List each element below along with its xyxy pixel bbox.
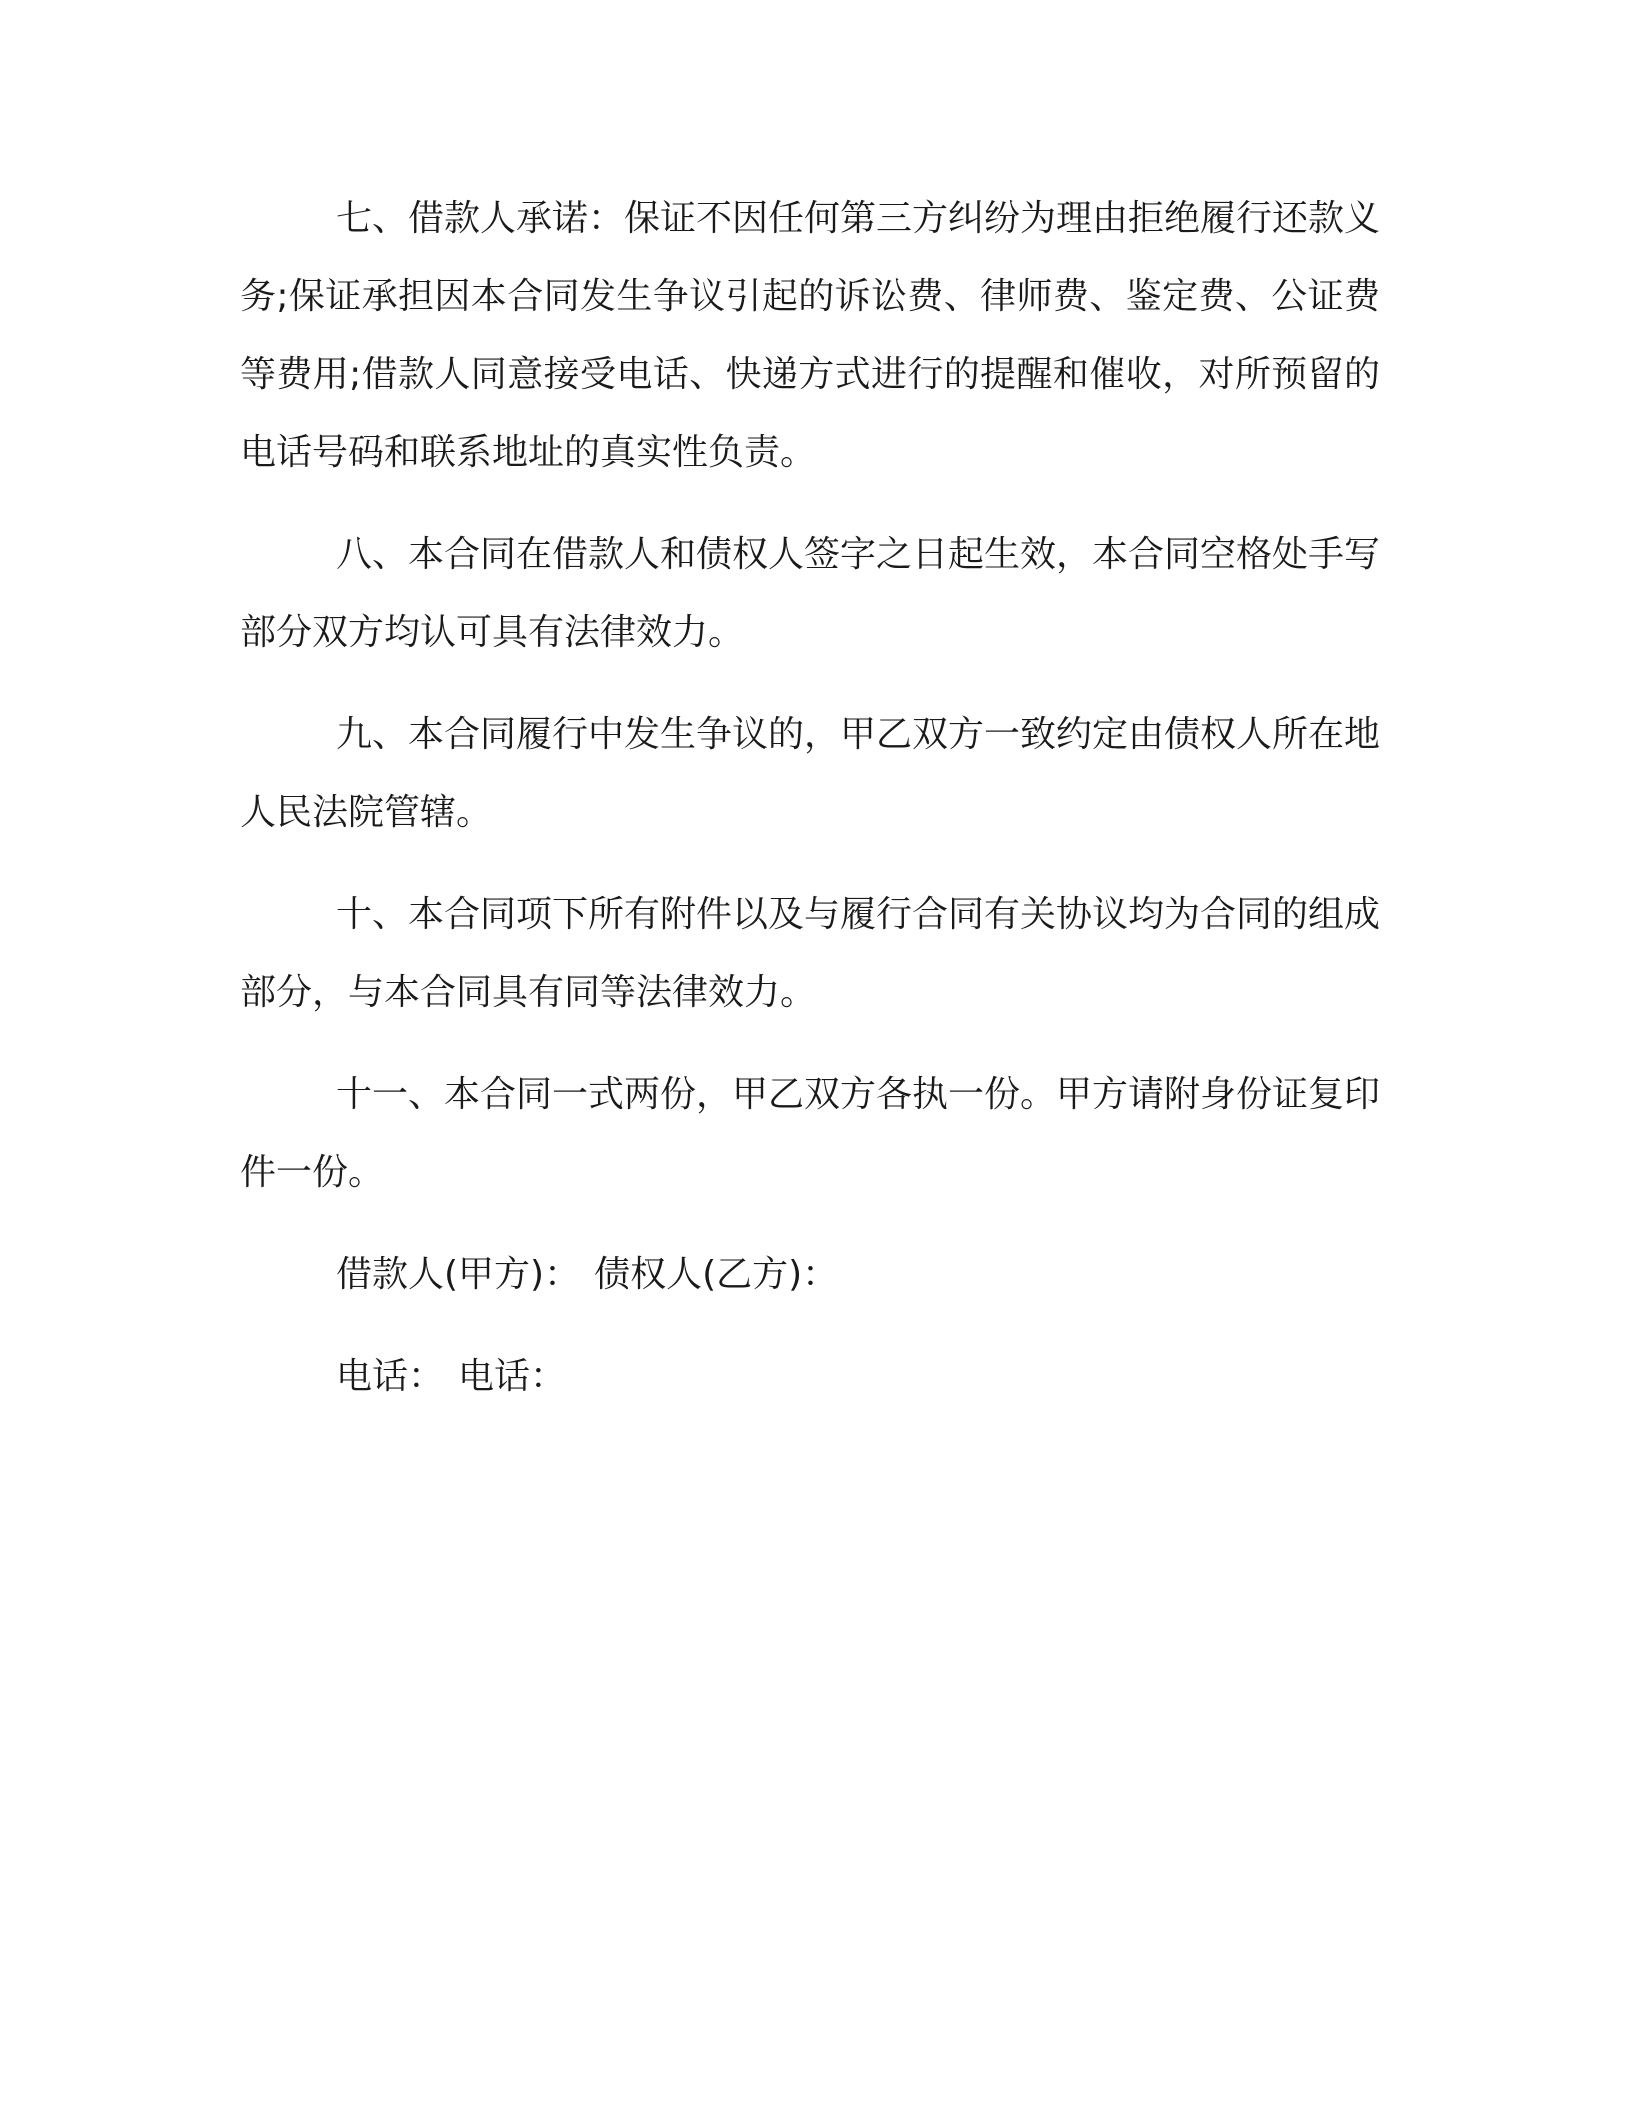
clause-7: 七、借款人承诺：保证不因任何第三方纠纷为理由拒绝履行还款义务;保证承担因本合同发生争议引起的诉讼费、律师费、鉴定费、公证费等费用;借款人同意接受电话、快递方式进行的提醒和催收，对所预留的电话号码和联系地址的真实性负责。 bbox=[240, 198, 1381, 473]
clause-8: 八、本合同在借款人和债权人签字之日起生效，本合同空格处手写部分双方均认可具有法律效力。 bbox=[240, 534, 1381, 653]
signature-parties-line bbox=[336, 1236, 1380, 1314]
contract-body bbox=[240, 180, 1380, 1440]
borrower-label: 借款人(甲方)： bbox=[336, 1254, 581, 1295]
creditor-phone-label: 电话： bbox=[458, 1356, 567, 1397]
clause-11: 十一、本合同一式两份，甲乙双方各执一份。甲方请附身份证复印件一份。 bbox=[240, 1074, 1381, 1193]
clause-9: 九、本合同履行中发生争议的，甲乙双方一致约定由债权人所在地人民法院管辖。 bbox=[240, 714, 1381, 833]
borrower-phone-label: 电话： bbox=[336, 1356, 445, 1397]
signature-phone-line bbox=[336, 1338, 1380, 1416]
creditor-label: 债权人(乙方)： bbox=[594, 1254, 839, 1295]
clause-10: 十、本合同项下所有附件以及与履行合同有关协议均为合同的组成部分，与本合同具有同等法律效力。 bbox=[240, 894, 1381, 1013]
